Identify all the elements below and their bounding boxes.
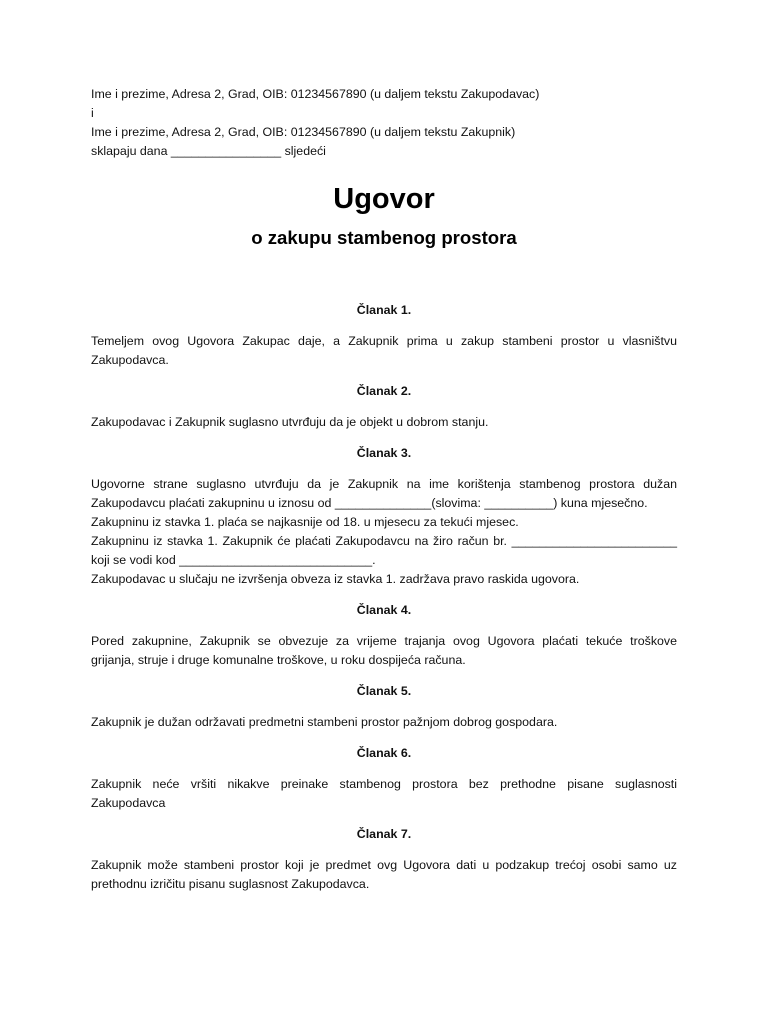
article-3-line: Ugovorne strane suglasno utvrđuju da je Zakupnik na ime korištenja stambenog prostora dužan <box>91 477 677 491</box>
document-subtitle: o zakupu stambenog prostora <box>251 227 517 248</box>
articles-section <box>91 301 677 894</box>
document-content <box>91 85 677 906</box>
article-3-line: Zakupodavcu plaćati zakupninu u iznosu od ______________(slovima: __________) kuna mjesečno. <box>91 496 648 510</box>
article-5-line: Zakupnik je dužan održavati predmetni stambeni prostor pažnjom dobrog gospodara. <box>91 715 558 729</box>
article-1-line: Temeljem ovog Ugovora Zakupac daje, a Zakupnik prima u zakup stambeni prostor u vlasništvu <box>91 334 677 348</box>
document-title: Ugovor <box>333 183 435 215</box>
article-3-line: koji se vodi kod ____________________________. <box>91 553 376 567</box>
article-2-heading: Članak 2. <box>356 384 412 398</box>
article-1-line: Zakupodavca. <box>91 353 169 367</box>
article-7-line: Zakupnik može stambeni prostor koji je predmet ovg Ugovora dati u podzakup trećoj osobi samo uz <box>91 858 677 872</box>
article-4-line: grijanja, struje i druge komunalne troškove, u roku dospijeća računa. <box>91 653 466 667</box>
article-7-heading: Članak 7. <box>356 827 412 841</box>
article-6-line: Zakupodavca <box>91 796 166 810</box>
article-3-line: Zakupodavac u slučaju ne izvršenja obveza iz stavka 1. zadržava pravo raskida ugovora. <box>91 572 580 586</box>
article-1-text <box>91 332 677 370</box>
article-7-line: prethodnu izričitu pisanu suglasnost Zakupodavca. <box>91 877 370 891</box>
parties-block <box>91 85 677 161</box>
article-3-line: Zakupninu iz stavka 1. plaća se najkasnije od 18. u mjesecu za tekući mjesec. <box>91 515 519 529</box>
article-6-heading: Članak 6. <box>356 746 412 760</box>
article-4-line: Pored zakupnine, Zakupnik se obvezuje za vrijeme trajanja ovog Ugovora plaćati tekuće troškove <box>91 634 677 648</box>
article-5-text <box>91 713 677 732</box>
lessor-line: Ime i prezime, Adresa 2, Grad, OIB: 01234567890 (u daljem tekstu Zakupodavac) <box>91 87 540 101</box>
article-3-text <box>91 475 677 589</box>
article-1-heading: Članak 1. <box>356 303 412 317</box>
article-5-heading: Članak 5. <box>356 684 412 698</box>
article-2-line: Zakupodavac i Zakupnik suglasno utvrđuju da je objekt u dobrom stanju. <box>91 415 489 429</box>
conjunction-line: i <box>91 106 94 120</box>
lessee-line: Ime i prezime, Adresa 2, Grad, OIB: 01234567890 (u daljem tekstu Zakupnik) <box>91 125 516 139</box>
article-3-line: Zakupninu iz stavka 1. Zakupnik će plaćati Zakupodavcu na žiro račun br. ________________________ <box>91 534 677 548</box>
article-3-heading: Članak 3. <box>356 446 412 460</box>
article-7-text <box>91 856 677 894</box>
article-6-line: Zakupnik neće vršiti nikakve preinake stambenog prostora bez prethodne pisane suglasnosti <box>91 777 677 791</box>
article-4-heading: Članak 4. <box>356 603 412 617</box>
article-2-text <box>91 413 677 432</box>
date-line: sklapaju dana ________________ sljedeći <box>91 144 326 158</box>
article-6-text <box>91 775 677 813</box>
article-4-text <box>91 632 677 670</box>
